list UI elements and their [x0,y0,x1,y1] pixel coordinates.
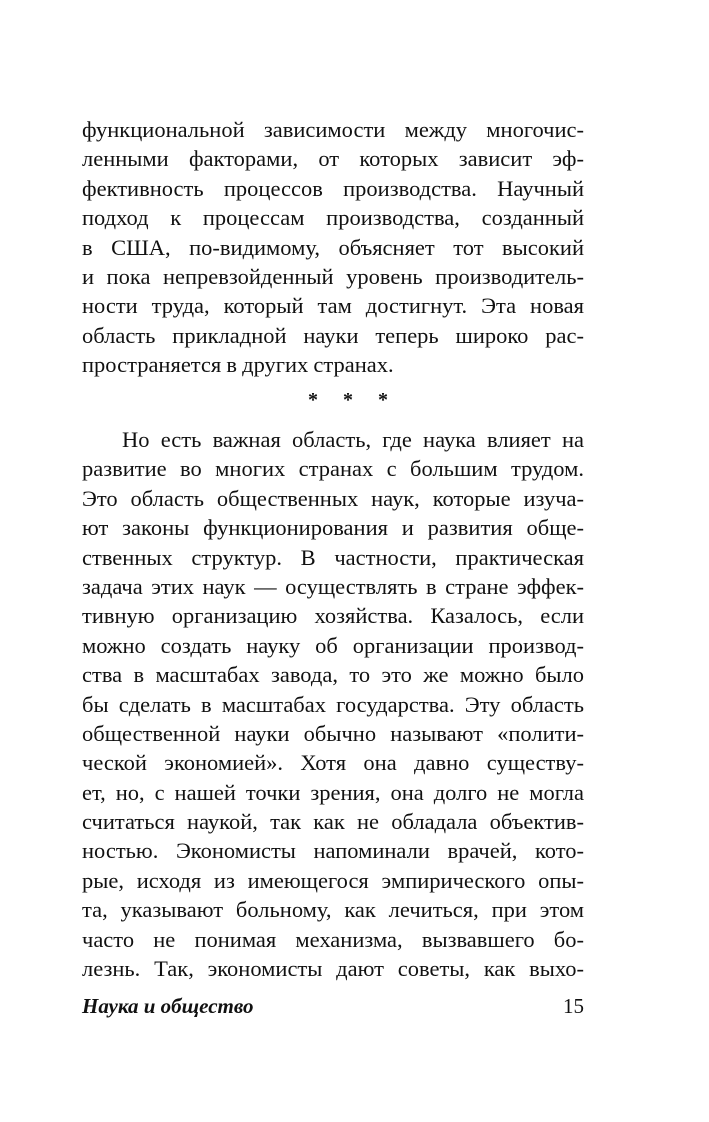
text-line: ства в масштабах завода, то это же можно было [82,662,584,688]
text-line: ленными факторами, от которых зависит эф- [82,146,584,172]
text-line: тивную организацию хозяйства. Казалось, если [82,603,584,629]
text-line: область прикладной науки теперь широко рас- [82,322,584,348]
text-line: подход к процессам производства, созданный [82,205,584,231]
book-page [82,0,584,1122]
text-line: ностью. Экономисты напоминали врачей, кото- [82,838,584,864]
text-line: общественной науки обычно называют «полити- [82,720,584,746]
running-footer-title: Наука и общество [82,994,254,1018]
text-line: задача этих наук — осуществлять в стране эффек- [82,573,584,599]
text-line: функциональной зависимости между многочис- [82,117,584,142]
text-line: пространяется в других странах. [82,352,394,378]
text-line: та, указывают больному, как лечиться, при этом [82,897,584,923]
text-line: Это область общественных наук, которые изуча- [82,485,584,511]
text-line: ческой экономией». Хотя она давно существу- [82,750,584,776]
page-number: 15 [563,994,584,1018]
text-line: в США, по-видимому, объясняет тот высокий [82,234,584,260]
text-line: лезнь. Так, экономисты дают советы, как выхо- [82,956,584,982]
text-line: ственных структур. В частности, практическая [82,544,584,570]
text-line: считаться наукой, так как не обладала объектив- [82,809,584,835]
paragraph-1 [82,115,584,380]
paragraph-2 [82,425,584,983]
text-line: бы сделать в масштабах государства. Эту область [82,691,584,717]
text-line: можно создать науку об организации производ- [82,632,584,658]
text-line: фективность процессов производства. Научный [82,175,584,201]
text-line: Но есть важная область, где наука влияет на [122,427,584,452]
section-separator: * * * [308,389,398,411]
text-line: рые, исходя из имеющегося эмпирического опы- [82,867,584,893]
text-line: ности труда, который там достигнут. Эта новая [82,293,584,319]
text-line: развитие во многих странах с большим трудом. [82,456,584,482]
text-line: часто не понимая механизма, вызвавшего бо- [82,926,584,952]
text-line: и пока непревзойденный уровень производитель- [82,263,584,289]
text-line: ют законы функционирования и развития обще- [82,515,584,541]
text-line: ет, но, с нашей точки зрения, она долго не могла [82,779,584,805]
